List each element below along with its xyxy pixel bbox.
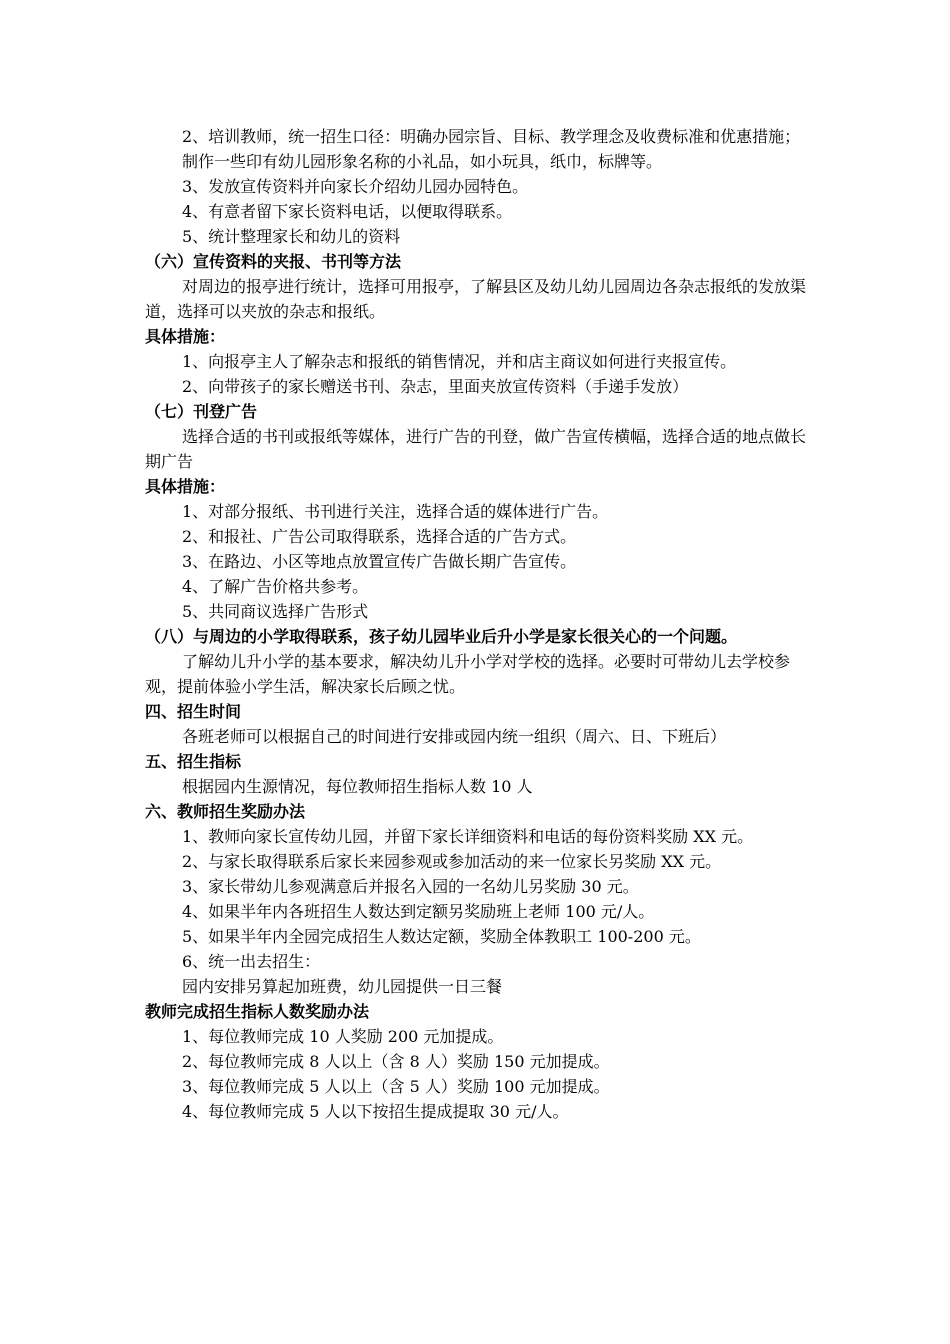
list-item: 5、统计整理家长和幼儿的资料	[182, 227, 401, 246]
section-heading: 六、教师招生奖励办法	[145, 802, 306, 821]
paragraph: 2、培训教师，统一招生口径：明确办园宗旨、目标、教学理念及收费标准和优惠措施；	[182, 127, 801, 146]
paragraph: 了解幼儿升小学的基本要求，解决幼儿升小学对学校的选择。必要时可带幼儿去学校参观，提前体验小学生活，解决家长后顾之忧。	[145, 652, 791, 696]
paragraph: 制作一些印有幼儿园形象名称的小礼品，如小玩具，纸巾，标牌等。	[182, 152, 663, 171]
section-heading: 五、招生指标	[145, 752, 242, 771]
list-item: 1、每位教师完成 10 人奖励 200 元加提成。	[182, 1027, 504, 1046]
section-heading: 教师完成招生指标人数奖励办法	[145, 1002, 370, 1021]
list-item: 1、向报亭主人了解杂志和报纸的销售情况，并和店主商议如何进行夹报宣传。	[182, 352, 737, 371]
document-page	[145, 124, 811, 1124]
paragraph: 园内安排另算起加班费，幼儿园提供一日三餐	[182, 977, 503, 996]
list-item: 4、如果半年内各班招生人数达到定额另奖励班上老师 100 元/人。	[182, 902, 655, 921]
section-heading: 四、招生时间	[145, 702, 242, 721]
list-item: 4、了解广告价格共参考。	[182, 577, 369, 596]
paragraph: 根据园内生源情况，每位教师招生指标人数 10 人	[182, 777, 533, 796]
paragraph: 各班老师可以根据自己的时间进行安排或园内统一组织（周六、日、下班后）	[182, 727, 727, 746]
list-item: 1、对部分报纸、书刊进行关注，选择合适的媒体进行广告。	[182, 502, 609, 521]
list-item: 3、发放宣传资料并向家长介绍幼儿园办园特色。	[182, 177, 529, 196]
subsection-heading: 具体措施：	[145, 477, 226, 496]
list-item: 2、向带孩子的家长赠送书刊、杂志，里面夹放宣传资料（手递手发放）	[182, 377, 689, 396]
list-item: 1、教师向家长宣传幼儿园，并留下家长详细资料和电话的每份资料奖励 XX 元。	[182, 827, 754, 846]
list-item: 4、有意者留下家长资料电话，以便取得联系。	[182, 202, 513, 221]
subsection-heading: 具体措施：	[145, 327, 226, 346]
list-item: 3、每位教师完成 5 人以上（含 5 人）奖励 100 元加提成。	[182, 1077, 610, 1096]
list-item: 3、家长带幼儿参观满意后并报名入园的一名幼儿另奖励 30 元。	[182, 877, 639, 896]
list-item: 2、每位教师完成 8 人以上（含 8 人）奖励 150 元加提成。	[182, 1052, 610, 1071]
section-heading: （八）与周边的小学取得联系，孩子幼儿园毕业后升小学是家长很关心的一个问题。	[145, 627, 738, 646]
list-item: 3、在路边、小区等地点放置宣传广告做长期广告宣传。	[182, 552, 577, 571]
list-item: 2、与家长取得联系后家长来园参观或参加活动的来一位家长另奖励 XX 元。	[182, 852, 722, 871]
paragraph: 选择合适的书刊或报纸等媒体，进行广告的刊登，做广告宣传横幅，选择合适的地点做长期广告	[145, 427, 807, 471]
list-item: 2、和报社、广告公司取得联系，选择合适的广告方式。	[182, 527, 577, 546]
list-item: 5、共同商议选择广告形式	[182, 602, 369, 621]
section-heading: （六）宣传资料的夹报、书刊等方法	[145, 252, 402, 271]
list-item: 5、如果半年内全园完成招生人数达定额，奖励全体教职工 100-200 元。	[182, 927, 701, 946]
paragraph: 对周边的报亭进行统计，选择可用报亭，了解县区及幼儿幼儿园周边各杂志报纸的发放渠道，选择可以夹放的杂志和报纸。	[145, 277, 807, 321]
list-item: 4、每位教师完成 5 人以下按招生提成提取 30 元/人。	[182, 1102, 569, 1121]
section-heading: （七）刊登广告	[145, 402, 258, 421]
list-item: 6、统一出去招生：	[182, 952, 321, 971]
